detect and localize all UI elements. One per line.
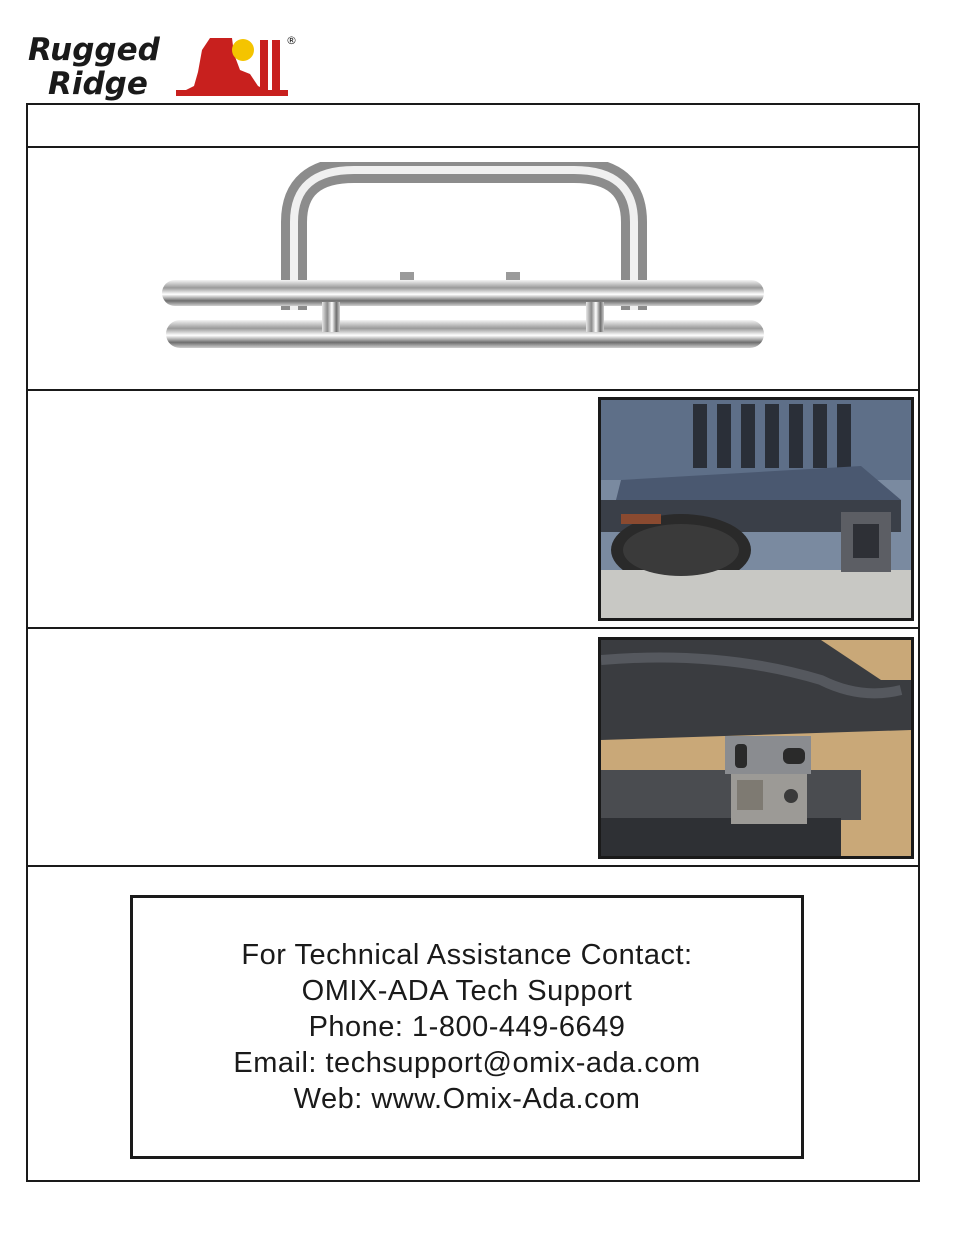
instruction-frame (26, 103, 920, 1182)
support-team-name: OMIX-ADA Tech Support (301, 975, 633, 1007)
logo-text-line1: Rugged (28, 32, 160, 68)
header-row (28, 105, 918, 148)
logo-base (176, 90, 288, 96)
contact-heading: For Technical Assistance Contact: (241, 939, 693, 971)
registered-mark: ® (286, 34, 297, 47)
email-address: Email: techsupport@omix-ada.com (233, 1047, 701, 1079)
step-1-row (28, 391, 918, 629)
phone-number: Phone: 1-800-449-6649 (308, 1011, 626, 1043)
logo-mesa-shape (178, 38, 274, 94)
logo-column-1 (260, 40, 268, 92)
contact-row (28, 867, 918, 1180)
tech-support-box (130, 895, 804, 1159)
rugged-ridge-logo (26, 30, 306, 102)
logo-column-2 (272, 40, 280, 92)
jeep-front-frame-photo (598, 397, 914, 621)
product-row (28, 148, 918, 391)
tubular-bumper-image (154, 162, 772, 362)
logo-sun-shape (232, 39, 254, 61)
bumper-bracket-photo (598, 637, 914, 859)
step-2-row (28, 629, 918, 867)
website-url: Web: www.Omix-Ada.com (293, 1083, 641, 1115)
logo-text-line2: Ridge (48, 66, 148, 102)
